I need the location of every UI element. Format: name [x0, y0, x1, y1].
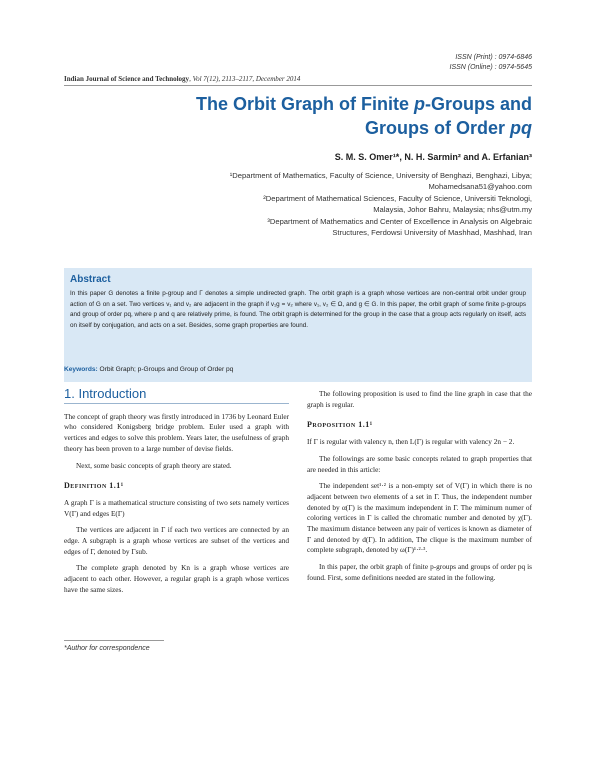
- abstract-text: In this paper G denotes a finite p-group and Γ denotes a simple undirected graph. The orbit graph is a graph whose vertices are non-central orbit under group action of G on a set. Two vertices v₁ and v₂ are adjacent in the graph if v₁g = v₂ where v₁, v₂ ∈ Ω, and g ∈ G. In this paper, the orbit graph of some finite p-groups and group of order pq, where p and q are relatively prime, is found. The orbit graph is determined for the group in the case that a group acts regularly on itself, acts on itself by conjugation, and acts on a set. Besides, some graph properties are found.: [70, 290, 526, 329]
- issn-online: ISSN (Online) : 0974-5645: [449, 64, 532, 71]
- abstract-box: [64, 268, 532, 382]
- paragraph: The following proposition is used to find the line graph in case that the graph is regular.: [307, 389, 532, 409]
- paragraph: The followings are some basic concepts related to graph properties that are needed in this article:: [307, 453, 532, 474]
- paragraph: The concept of graph theory was firstly introduced in 1736 by Leonard Euler who considered Konigsberg bridge problem. Euler used a graph with vertices and edges to solve this problem. Years later, the usefulness of graph theory has been proven to a large number of devise fields.: [64, 411, 289, 453]
- definition-heading: Definition 1.1¹: [64, 481, 124, 491]
- title-line-1: The Orbit Graph of Finite p-Groups and: [196, 94, 532, 114]
- section-title-introduction: 1. Introduction: [64, 389, 289, 404]
- title-line-2: Groups of Order pq: [364, 118, 532, 138]
- affiliation-line: ¹Department of Mathematics, Faculty of Science, University of Benghazi, Benghazi, Libya;: [229, 171, 532, 180]
- abstract-heading: Abstract: [70, 274, 111, 285]
- keywords-label: Keywords:: [64, 366, 98, 373]
- keywords: [64, 366, 233, 373]
- paragraph: In this paper, the orbit graph of finite p-groups and groups of order pq is found. First, some definitions needed are stated in the following.: [307, 562, 532, 582]
- journal-issue: , Vol 7(12), 2113–2117, December 2014: [189, 75, 301, 83]
- paragraph: Next, some basic concepts of graph theory are stated.: [76, 460, 232, 470]
- paragraph: The complete graph denoted by Kn is a graph whose vertices are adjacent to each other. However, a regular graph is a graph whose vertices have the same sizes.: [64, 563, 289, 594]
- paragraph: The independent set¹·² is a non-empty set of V(Γ) in which there is no adjacent between two elements of a set in Γ. Thus, the independent number denoted by α(Γ) is the maximum independent in Γ. The miminum numer of coloring vertices in Γ is called the chromatic number and denoted by χ(Γ). The maximum distance between any pair of vertices is known as diameter of Γ and denoted by d(Γ). In addition, The clique is the maximum number of complete subgraph, denoted by ω(Γ)¹·²·³.: [307, 481, 532, 555]
- right-column: [307, 389, 532, 590]
- journal-citation: [64, 75, 300, 83]
- left-column: [64, 386, 289, 602]
- affiliation-email[interactable]: Mohamedsana51@yahoo.com: [428, 182, 532, 192]
- author-list: S. M. S. Omer¹*, N. H. Sarmin² and A. Erfanian³: [334, 152, 532, 162]
- header-divider: [64, 85, 532, 86]
- proposition-heading: Proposition 1.1¹: [307, 420, 373, 430]
- affiliation-line: ³Department of Mathematics and Center of Excellence in Analysis on Algebraic: [267, 216, 532, 226]
- issn-block: [450, 53, 533, 73]
- footnote-divider: [64, 640, 164, 641]
- affiliation-email[interactable]: Malaysia, Johor Bahru, Malaysia; nhs@utm.my: [373, 205, 532, 215]
- paragraph: If Γ is regular with valency n, then L(Γ) is regular with valency 2n − 2.: [307, 437, 515, 447]
- paragraph: The vertices are adjacent in Γ if each two vertices are connected by an edge. A subgraph is a graph whose vertices are subset of the vertices and edges of Γ, denoted by Γsub.: [64, 525, 289, 556]
- keywords-text: Orbit Graph; p-Groups and Group of Order pq: [97, 366, 234, 373]
- paper-title: [112, 92, 532, 140]
- journal-name: Indian Journal of Science and Technology: [64, 75, 190, 83]
- footnote: *Author for correspondence: [64, 645, 150, 652]
- affiliations: [112, 170, 532, 238]
- issn-print: ISSN (Print) : 0974-6846: [455, 54, 532, 61]
- affiliation-line: Structures, Ferdowsi University of Mashhad, Mashhad, Iran: [332, 228, 532, 238]
- paragraph: A graph Γ is a mathematical structure consisting of two sets namely vertices V(Γ) and edges E(Γ): [64, 497, 289, 518]
- affiliation-line: ²Department of Mathematical Sciences, Faculty of Science, Universiti Teknologi,: [263, 193, 532, 203]
